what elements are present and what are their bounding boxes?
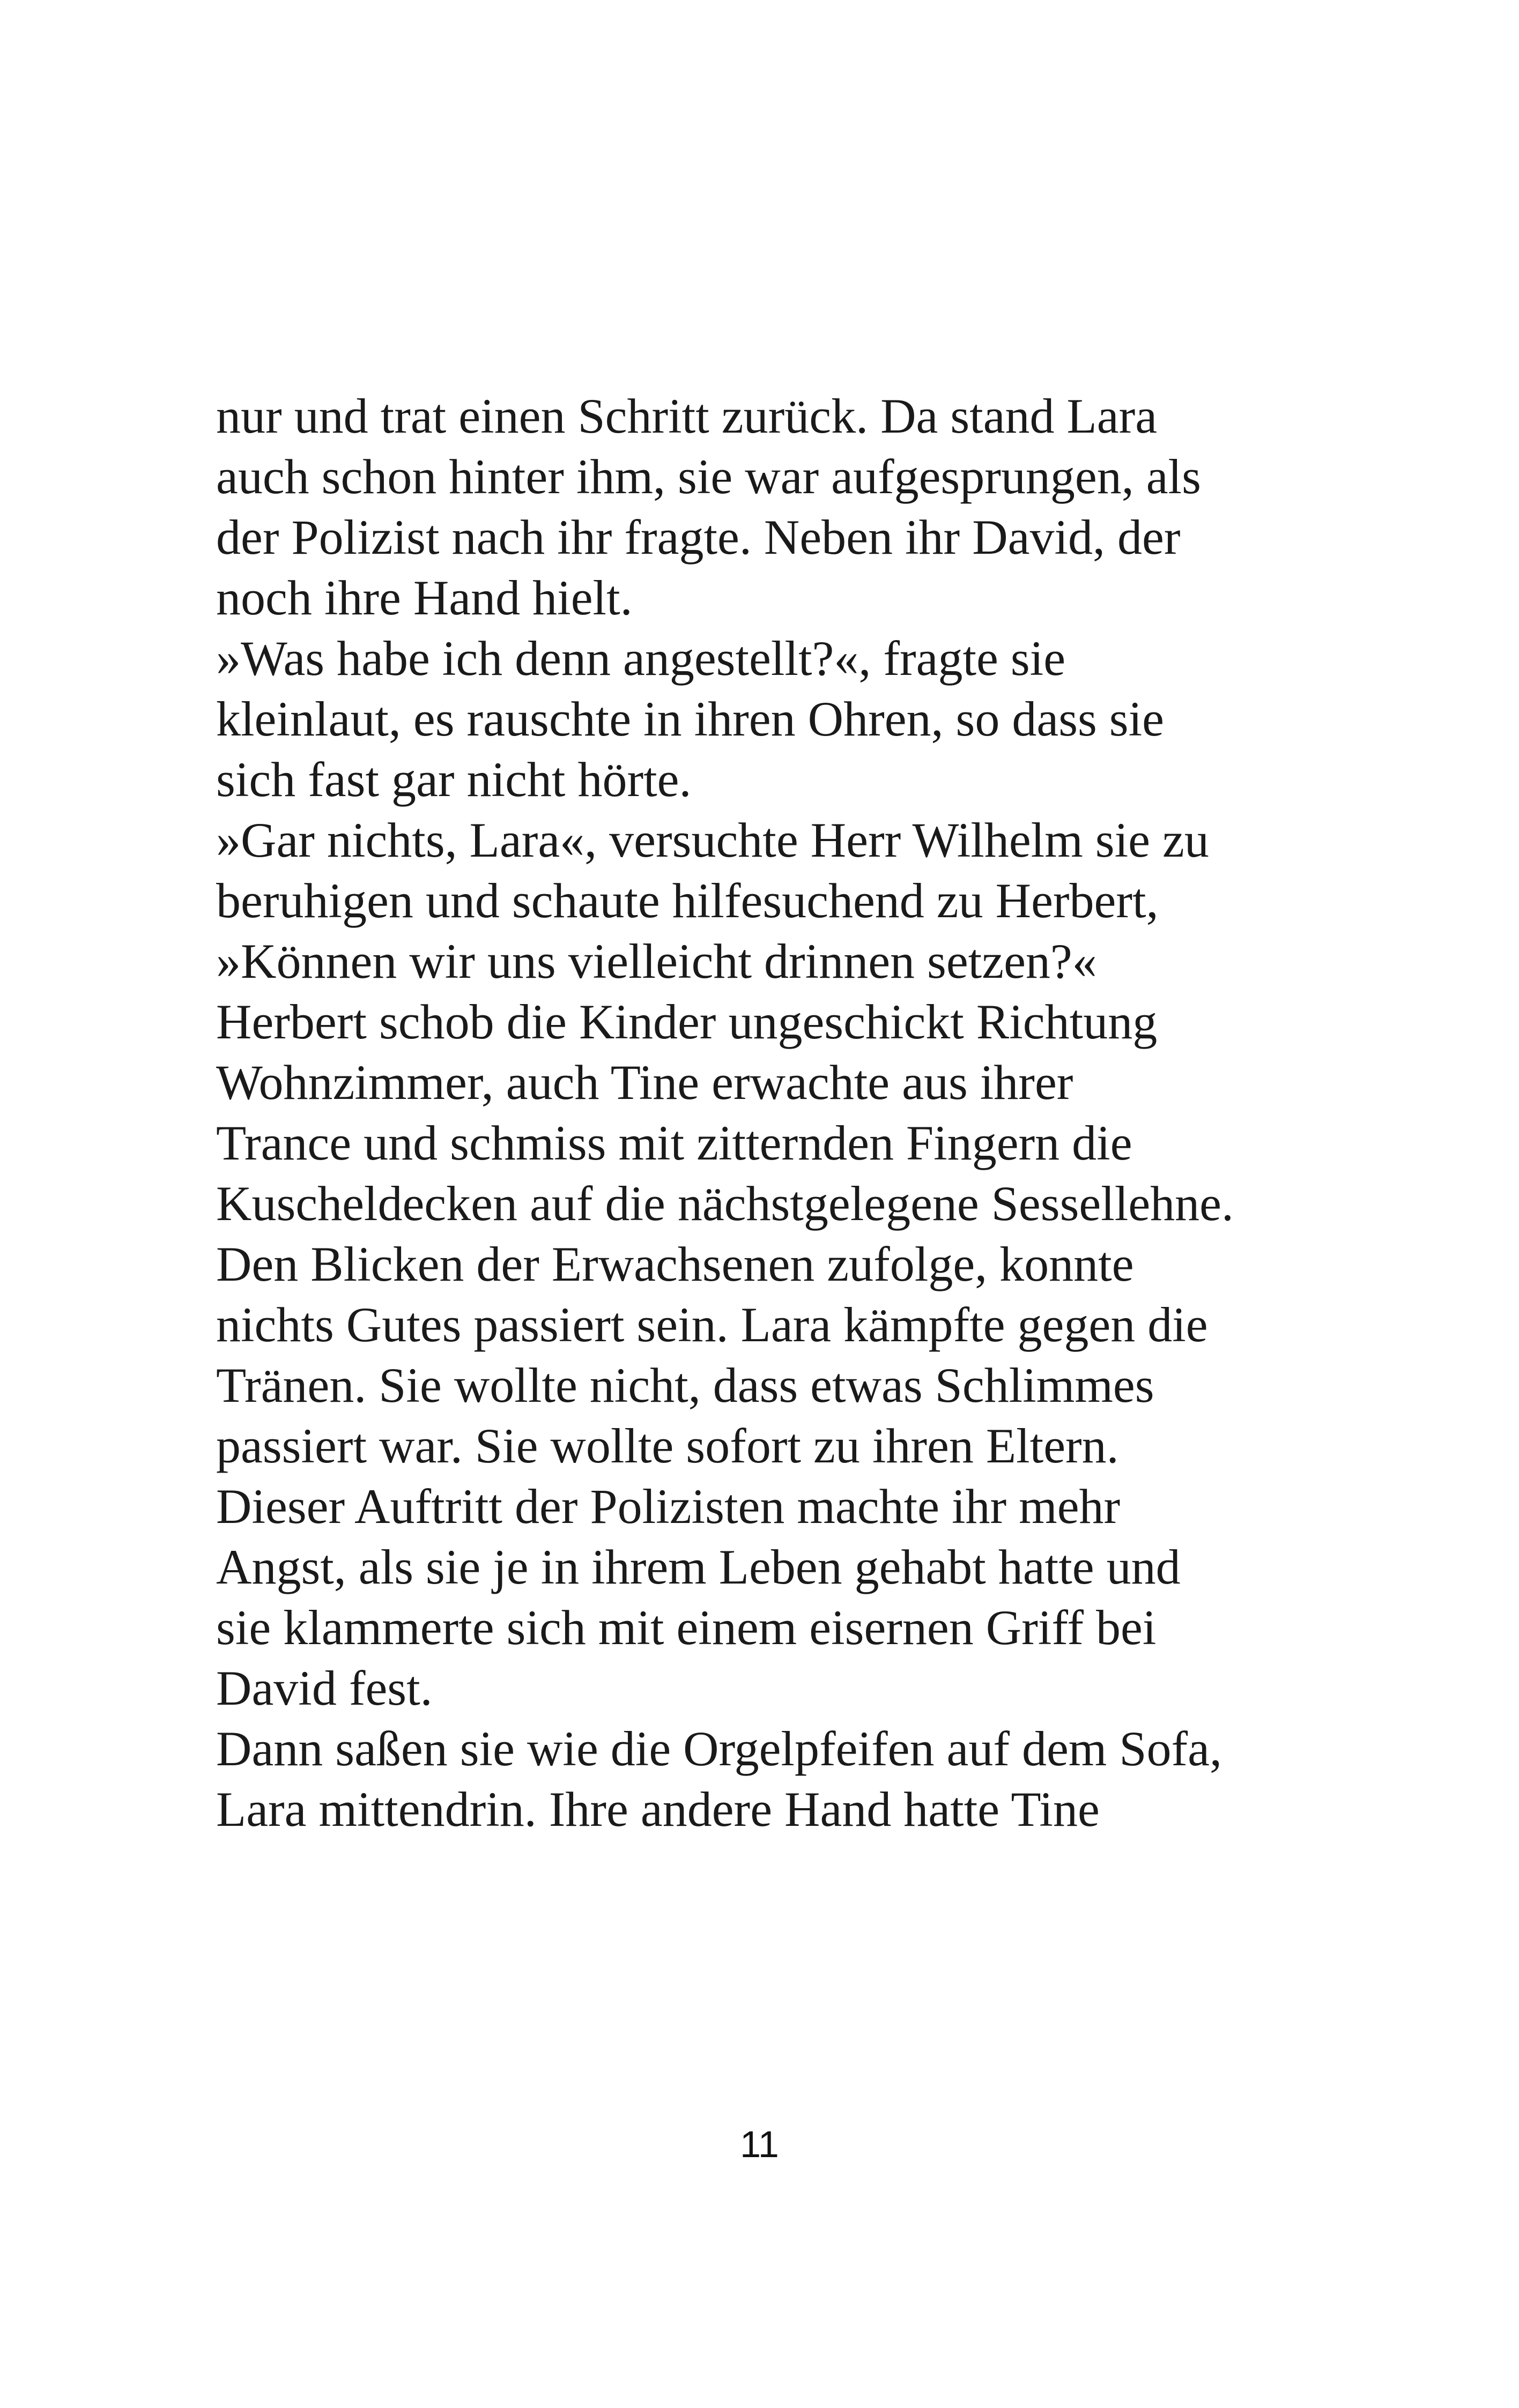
text-line: nur und trat einen Schritt zurück. Da stand Lara [216, 389, 1158, 443]
body-text [216, 386, 1342, 1840]
text-line: nichts Gutes passiert sein. Lara kämpfte gegen die [216, 1297, 1208, 1352]
text-line: »Was habe ich denn angestellt?«, fragte sie [216, 631, 1066, 686]
text-line: beruhigen und schaute hilfesuchend zu Herbert, [216, 873, 1159, 928]
text-line: noch ihre Hand hielt. [216, 570, 633, 625]
text-line: Herbert schob die Kinder ungeschickt Richtung [216, 994, 1158, 1049]
text-line: Dann saßen sie wie die Orgelpfeifen auf dem Sofa, [216, 1721, 1222, 1776]
text-line: David fest. [216, 1661, 433, 1715]
text-line: Den Blicken der Erwachsenen zufolge, konnte [216, 1237, 1134, 1291]
text-line: der Polizist nach ihr fragte. Neben ihr David, der [216, 510, 1181, 564]
text-line: »Können wir uns vielleicht drinnen setzen?« [216, 934, 1097, 989]
text-line: Kuscheldecken auf die nächstgelegene Sessellehne. [216, 1176, 1234, 1231]
text-line: Trance und schmiss mit zitternden Fingern die [216, 1116, 1132, 1170]
text-line: passiert war. Sie wollte sofort zu ihren Eltern. [216, 1418, 1119, 1473]
page-number: 11 [740, 2123, 779, 2165]
text-line: auch schon hinter ihm, sie war aufgesprungen, als [216, 449, 1201, 504]
text-line: Dieser Auftritt der Polizisten machte ihr mehr [216, 1479, 1121, 1534]
text-line: Lara mittendrin. Ihre andere Hand hatte Tine [216, 1782, 1100, 1837]
text-line: Tränen. Sie wollte nicht, dass etwas Schlimmes [216, 1358, 1154, 1413]
text-line: Wohnzimmer, auch Tine erwachte aus ihrer [216, 1055, 1073, 1110]
text-line: »Gar nichts, Lara«, versuchte Herr Wilhelm sie zu [216, 813, 1209, 867]
text-line: kleinlaut, es rauschte in ihren Ohren, so dass sie [216, 692, 1164, 746]
text-line: sie klammerte sich mit einem eisernen Griff bei [216, 1600, 1157, 1655]
text-line: Angst, als sie je in ihrem Leben gehabt hatte und [216, 1540, 1181, 1594]
text-line: sich fast gar nicht hörte. [216, 752, 692, 807]
